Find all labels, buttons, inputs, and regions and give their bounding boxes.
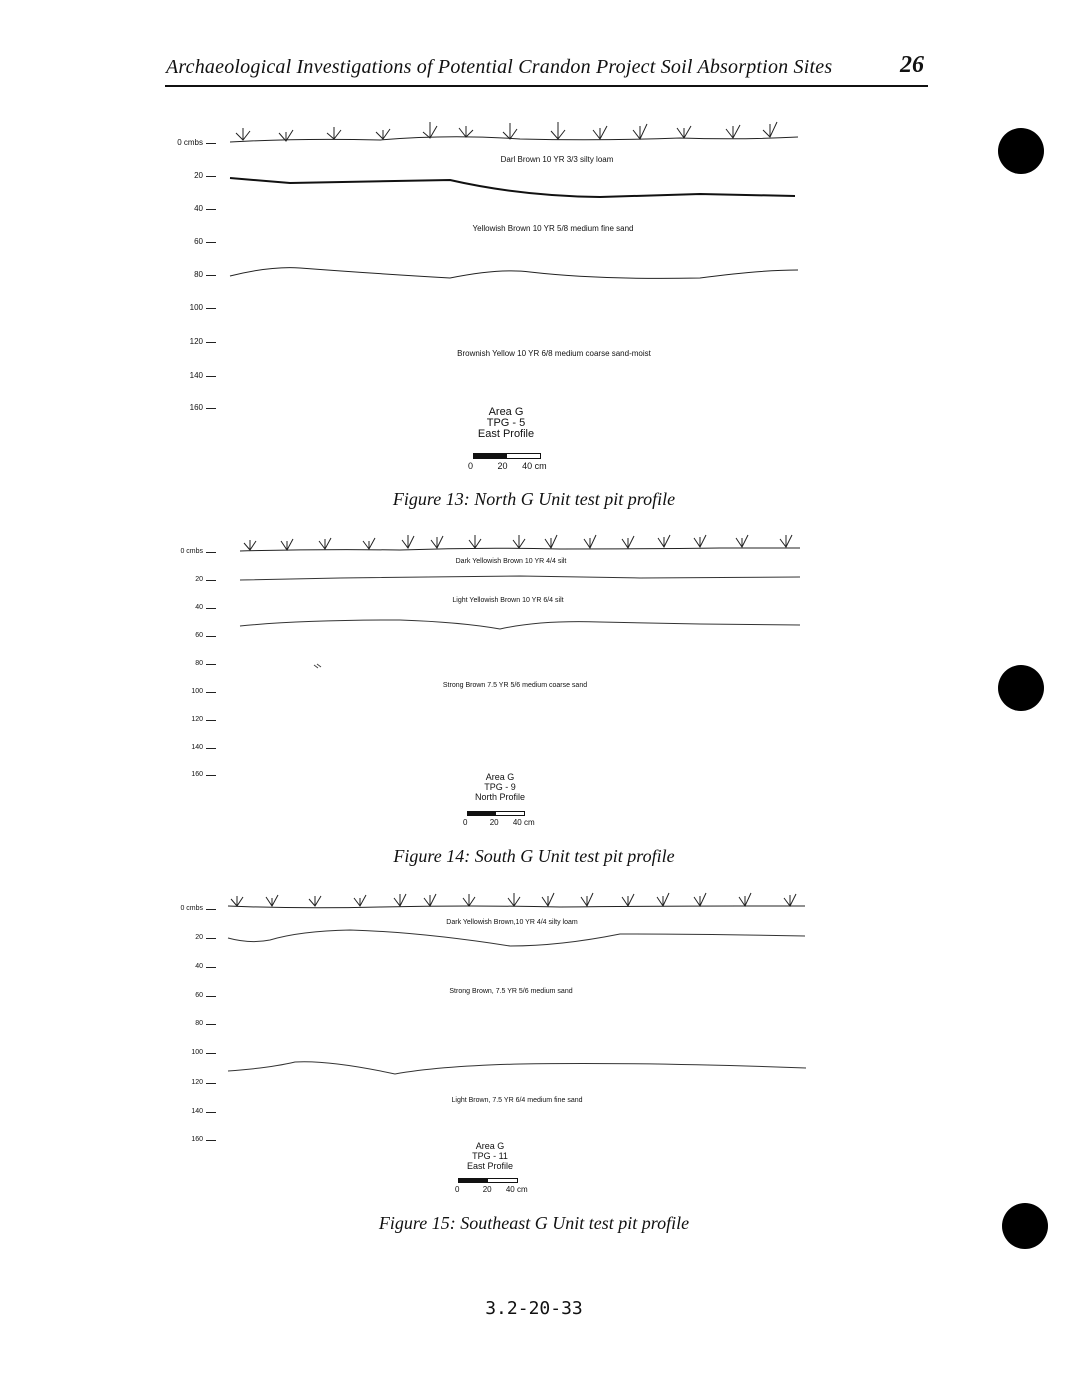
ground-surface-line bbox=[228, 906, 805, 908]
depth-label: 160 bbox=[189, 403, 203, 412]
scale-labels: 0 20 40 cm bbox=[468, 461, 547, 471]
area-label: Area G bbox=[485, 772, 515, 782]
soil-layer-label: Light Yellowish Brown 10 YR 6/4 silt bbox=[452, 597, 564, 604]
profile-id-block bbox=[467, 1141, 513, 1171]
soil-layer-label: Darl Brown 10 YR 3/3 silty loam bbox=[500, 155, 614, 164]
depth-label: 100 bbox=[191, 688, 203, 695]
soil-layer-label: Brownish Yellow 10 YR 6/8 medium coarse sand-moist bbox=[457, 349, 651, 358]
scale-labels: 0 20 40 cm bbox=[463, 818, 535, 827]
running-header-title: Archaeological Investigations of Potential Crandon Project Soil Absorption Sites bbox=[166, 56, 833, 78]
scale-bar bbox=[458, 1178, 518, 1183]
depth-label: 80 bbox=[194, 270, 203, 279]
depth-label: 60 bbox=[195, 632, 203, 639]
depth-label: 80 bbox=[195, 660, 203, 667]
depth-label: 40 bbox=[194, 204, 203, 213]
figure-caption: Figure 15: Southeast G Unit test pit profile bbox=[378, 1213, 690, 1233]
soil-layer-label: Yellowish Brown 10 YR 5/8 medium fine sand bbox=[472, 224, 634, 233]
depth-label: 0 cmbs bbox=[177, 138, 203, 147]
profile-label: North Profile bbox=[474, 792, 526, 802]
soil-layer-label: Strong Brown 7.5 YR 5/6 medium coarse sand bbox=[442, 682, 588, 689]
scale-labels: 0 20 40 cm bbox=[455, 1185, 528, 1194]
soil-layer-label: Dark Yellowish Brown,10 YR 4/4 silty loam bbox=[446, 919, 578, 926]
depth-label: 40 bbox=[195, 963, 203, 970]
profile-label: East Profile bbox=[477, 428, 535, 440]
depth-label: 20 bbox=[195, 934, 203, 941]
depth-label: 160 bbox=[191, 771, 203, 778]
document-code: 3.2-20-33 bbox=[485, 1298, 583, 1319]
vegetation-icon bbox=[231, 893, 796, 906]
area-label: Area G bbox=[488, 406, 524, 418]
depth-label: 120 bbox=[189, 337, 203, 346]
depth-label: 120 bbox=[191, 1079, 203, 1086]
depth-label: 80 bbox=[195, 1020, 203, 1027]
depth-label: 100 bbox=[189, 303, 203, 312]
figure-caption: Figure 13: North G Unit test pit profile bbox=[392, 489, 676, 509]
depth-label: 160 bbox=[191, 1136, 203, 1143]
figure-caption: Figure 14: South G Unit test pit profile bbox=[393, 846, 675, 866]
soil-layer-label: Light Brown, 7.5 YR 6/4 medium fine sand bbox=[451, 1097, 583, 1104]
pit-label: TPG - 9 bbox=[484, 782, 516, 792]
profile-label: East Profile bbox=[466, 1161, 514, 1171]
depth-label: 140 bbox=[189, 371, 203, 380]
soil-layer-label: Dark Yellowish Brown 10 YR 4/4 silt bbox=[455, 558, 567, 565]
depth-label: 40 bbox=[195, 604, 203, 611]
depth-label: 20 bbox=[194, 171, 203, 180]
depth-label: 60 bbox=[195, 992, 203, 999]
depth-label: 120 bbox=[191, 716, 203, 723]
depth-label: 0 cmbs bbox=[180, 905, 203, 912]
pit-label: TPG - 5 bbox=[486, 417, 526, 429]
depth-label: 100 bbox=[191, 1049, 203, 1056]
page-number: 26 bbox=[900, 52, 924, 78]
soil-layer-label: Strong Brown, 7.5 YR 5/6 medium sand bbox=[449, 988, 573, 995]
horizon-boundary-2 bbox=[228, 1062, 806, 1074]
depth-label: 140 bbox=[191, 744, 203, 751]
depth-label: 140 bbox=[191, 1108, 203, 1115]
horizon-boundary-1 bbox=[228, 930, 805, 946]
area-label: Area G bbox=[475, 1141, 505, 1151]
pit-label: TPG - 11 bbox=[472, 1151, 508, 1161]
depth-label: 20 bbox=[195, 576, 203, 583]
depth-label: 60 bbox=[194, 237, 203, 246]
depth-label: 0 cmbs bbox=[180, 548, 203, 555]
